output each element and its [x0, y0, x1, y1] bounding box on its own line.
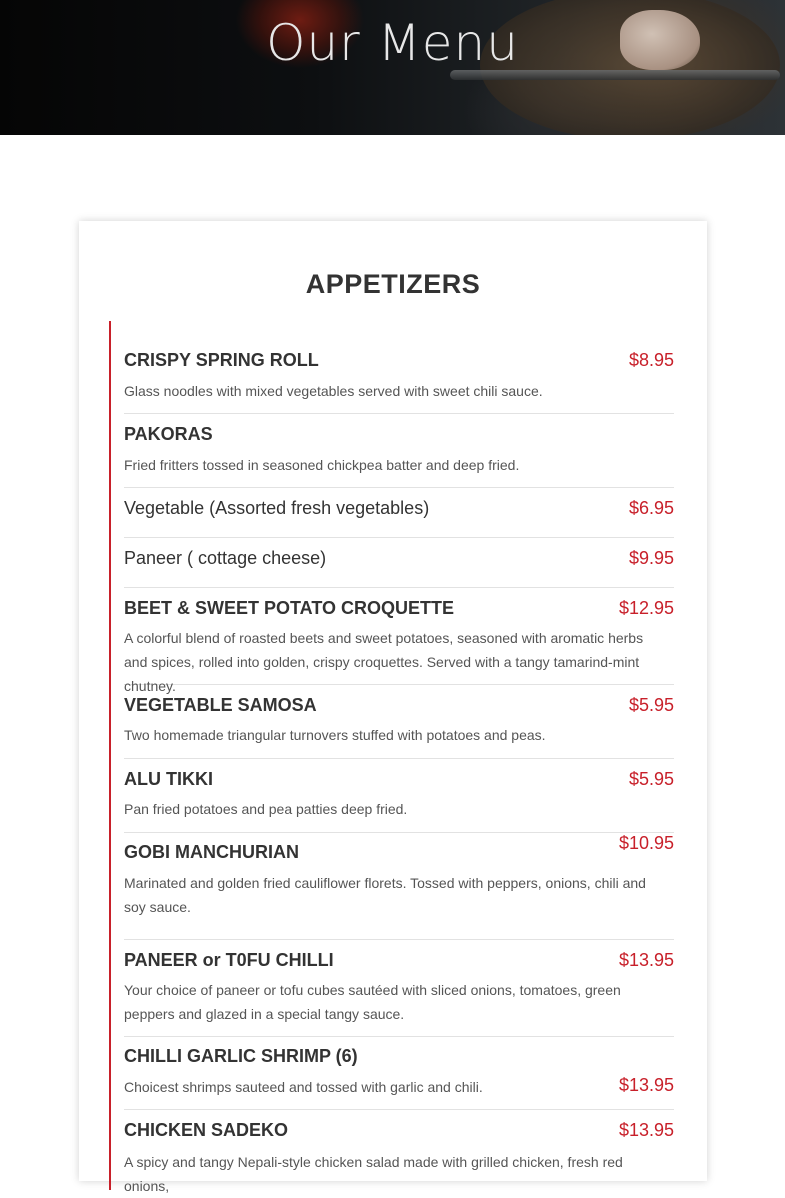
menu-card — [79, 221, 707, 1194]
menu-item-price: $6.95 — [628, 498, 674, 518]
menu-item — [124, 588, 674, 694]
menu-item — [124, 759, 674, 833]
menu-item-name: CHILLI GARLIC SHRIMP (6) — [124, 1046, 358, 1066]
menu-item-price: $5.95 — [628, 769, 674, 789]
menu-item-name: BEET & SWEET POTATO CROQUETTE — [124, 598, 455, 618]
menu-item-description: Marinated and golden fried cauliflower florets. Tossed with peppers, onions, chili and soy sauce. — [124, 875, 646, 915]
menu-item — [124, 1110, 674, 1194]
menu-item-price: $13.95 — [618, 1120, 674, 1140]
menu-item-description: A colorful blend of roasted beets and sweet potatoes, seasoned with aromatic herbs and spices, rolled into golden, crispy croquettes. Served with a tangy tamarind-mint chutney. — [124, 630, 644, 694]
menu-item — [124, 488, 674, 538]
menu-item-price: $12.95 — [618, 598, 674, 618]
menu-item-description: Fried fritters tossed in seasoned chickpea batter and deep fried. — [124, 457, 520, 473]
menu-item — [124, 940, 674, 1037]
menu-item-name: PANEER or T0FU CHILLI — [124, 950, 334, 970]
menu-item-price: $5.95 — [628, 695, 674, 715]
menu-item-description: Your choice of paneer or tofu cubes sautéed with sliced onions, tomatoes, green peppers and glazed in a special tangy sauce. — [124, 982, 621, 1022]
menu-item-price: $8.95 — [628, 350, 674, 370]
section-title: APPETIZERS — [305, 269, 481, 299]
menu-item-name: CHICKEN SADEKO — [124, 1120, 289, 1140]
menu-item-name: VEGETABLE SAMOSA — [124, 695, 317, 715]
menu-item — [124, 1037, 674, 1110]
menu-item-description: Two homemade triangular turnovers stuffed with potatoes and peas. — [124, 727, 546, 743]
menu-item-name: Paneer ( cottage cheese) — [124, 548, 327, 568]
menu-item-price: $9.95 — [628, 548, 674, 568]
menu-item — [124, 833, 674, 940]
menu-item-name: Vegetable (Assorted fresh vegetables) — [124, 498, 430, 518]
menu-item-name: PAKORAS — [124, 424, 213, 444]
menu-item-price: $13.95 — [618, 950, 674, 970]
menu-item-name: ALU TIKKI — [124, 769, 213, 789]
menu-item-description: Pan fried potatoes and pea patties deep fried. — [124, 801, 408, 817]
menu-item-price: $10.95 — [618, 833, 674, 853]
menu-item-description: Choicest shrimps sauteed and tossed with garlic and chili. — [124, 1079, 483, 1095]
menu-item — [124, 414, 674, 488]
menu-item-price: $13.95 — [618, 1075, 674, 1095]
menu-item-name: GOBI MANCHURIAN — [124, 842, 299, 862]
menu-item-description: Glass noodles with mixed vegetables served with sweet chili sauce. — [124, 383, 543, 399]
menu-item-list — [109, 321, 676, 1194]
menu-item — [124, 538, 674, 588]
menu-item — [124, 321, 674, 414]
menu-item-name: CRISPY SPRING ROLL — [124, 350, 319, 370]
menu-item — [124, 685, 674, 759]
page-title: Our Menu — [266, 14, 519, 72]
menu-item-description: A spicy and tangy Nepali-style chicken salad made with grilled chicken, fresh red onions, — [124, 1154, 623, 1194]
hero-banner — [0, 0, 785, 135]
